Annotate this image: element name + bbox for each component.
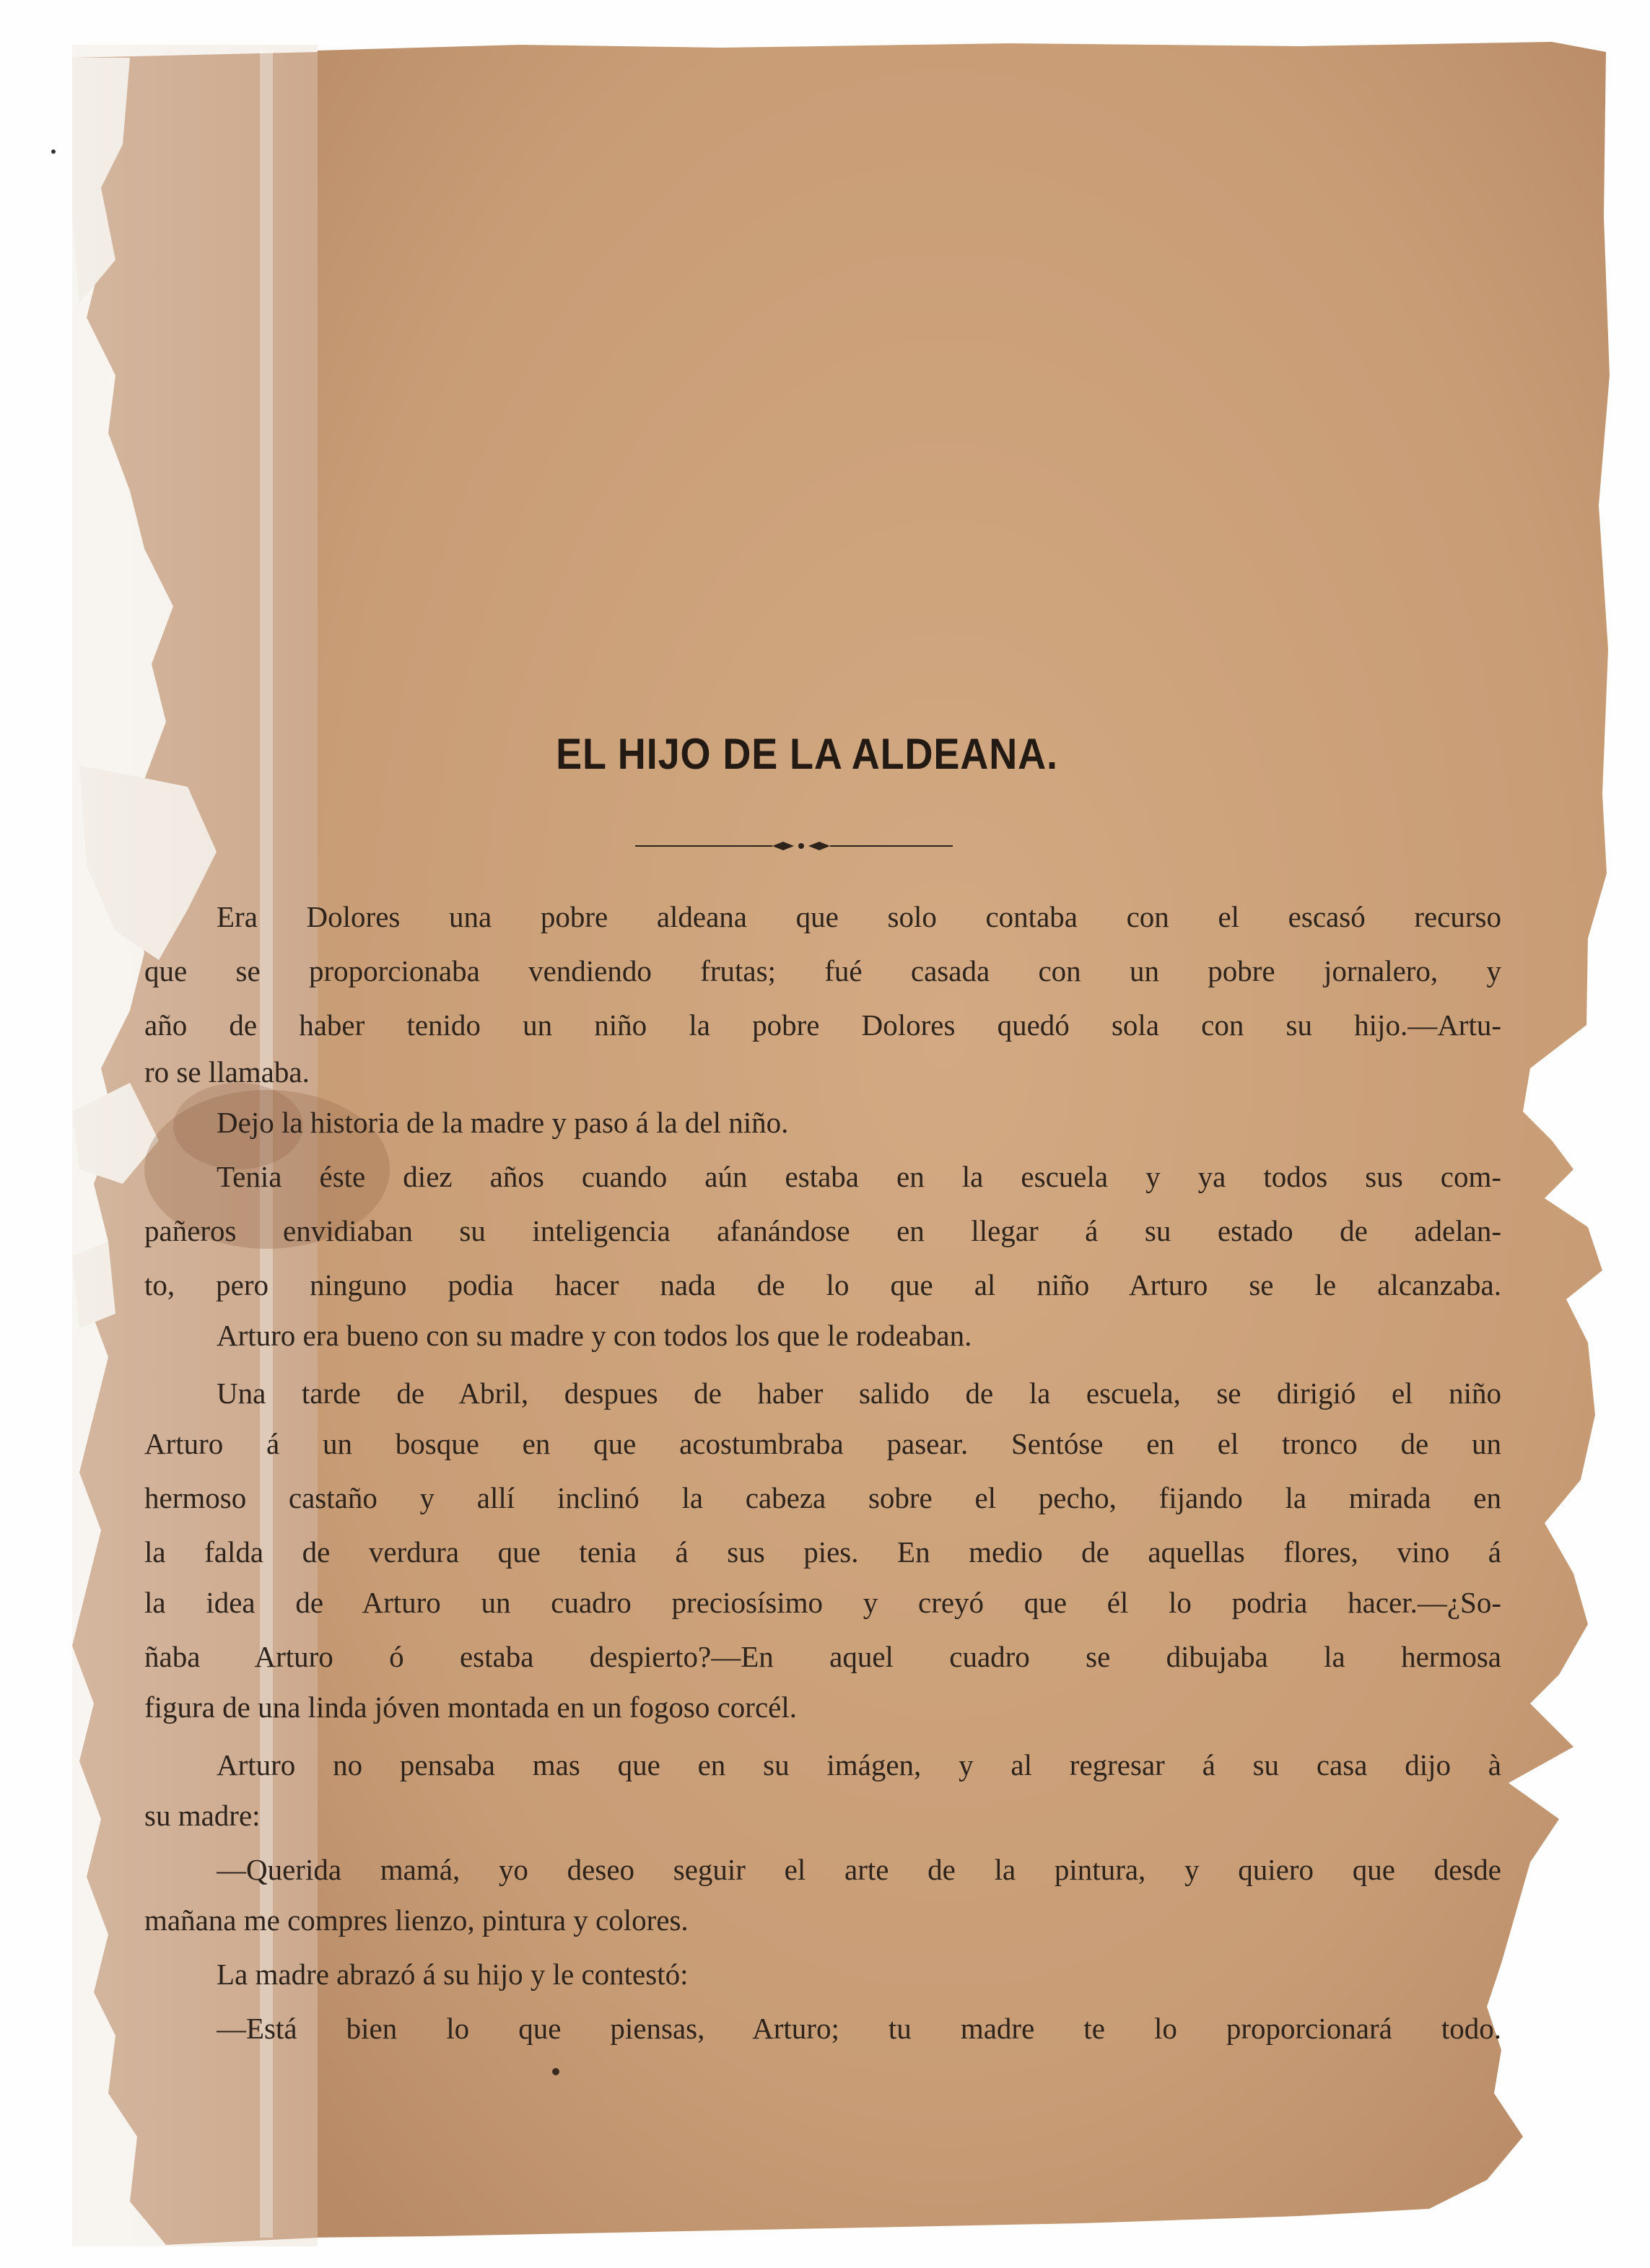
text-line: hermoso castaño y allí inclinó la cabeza sobre el pecho, fijando la mirada en [144, 1481, 1501, 1514]
text-line: que se proporcionaba vendiendo frutas; fué casada con un pobre jornalero, y [144, 954, 1501, 987]
text-line: La madre abrazó á su hijo y le contestó: [217, 1958, 689, 1991]
text-line: Arturo no pensaba mas que en su imágen, y al regresar á su casa dijo à [217, 1748, 1501, 1781]
text-line: Arturo era bueno con su madre y con todos los que le rodeaban. [217, 1319, 972, 1352]
text-line: la falda de verdura que tenia á sus pies. En medio de aquellas flores, vino á [144, 1535, 1501, 1569]
text-line: ñaba Arturo ó estaba despierto?—En aquel cuadro se dibujaba la hermosa [144, 1640, 1501, 1673]
page-title: EL HIJO DE LA ALDEANA. [556, 730, 1058, 778]
text-line: año de haber tenido un niño la pobre Dolores quedó sola con su hijo.—Artu- [144, 1008, 1501, 1042]
text-line: pañeros envidiaban su inteligencia afanándose en llegar á su estado de adelan- [144, 1214, 1501, 1247]
text-line: ro se llamaba. [144, 1055, 310, 1089]
text-line: Tenia éste diez años cuando aún estaba en la escuela y ya todos sus com- [217, 1160, 1501, 1193]
text-line: to, pero ninguno podia hacer nada de lo que al niño Arturo se le alcanzaba. [144, 1268, 1501, 1301]
text-line: Una tarde de Abril, despues de haber salido de la escuela, se dirigió el niño [217, 1377, 1501, 1410]
text-line: figura de una linda jóven montada en un fogoso corcél. [144, 1691, 797, 1724]
text-line: Arturo á un bosque en que acostumbraba pasear. Sentóse en el tronco de un [144, 1427, 1501, 1460]
text-line: Dejo la historia de la madre y paso á la del niño. [217, 1106, 789, 1139]
text-line: —Querida mamá, yo deseo seguir el arte de la pintura, y quiero que desde [217, 1853, 1501, 1886]
text-line: su madre: [144, 1799, 261, 1832]
text-line: Era Dolores una pobre aldeana que solo contaba con el escasó recurso [217, 900, 1501, 933]
divider-ornament [635, 830, 953, 859]
text-line: mañana me compres lienzo, pintura y colores. [144, 1903, 689, 1937]
text-line: la idea de Arturo un cuadro preciosísimo y creyó que él lo podria hacer.—¿So- [144, 1586, 1501, 1619]
text-line: —Está bien lo que piensas, Arturo; tu madre te lo proporcionará todo. [217, 2012, 1501, 2045]
